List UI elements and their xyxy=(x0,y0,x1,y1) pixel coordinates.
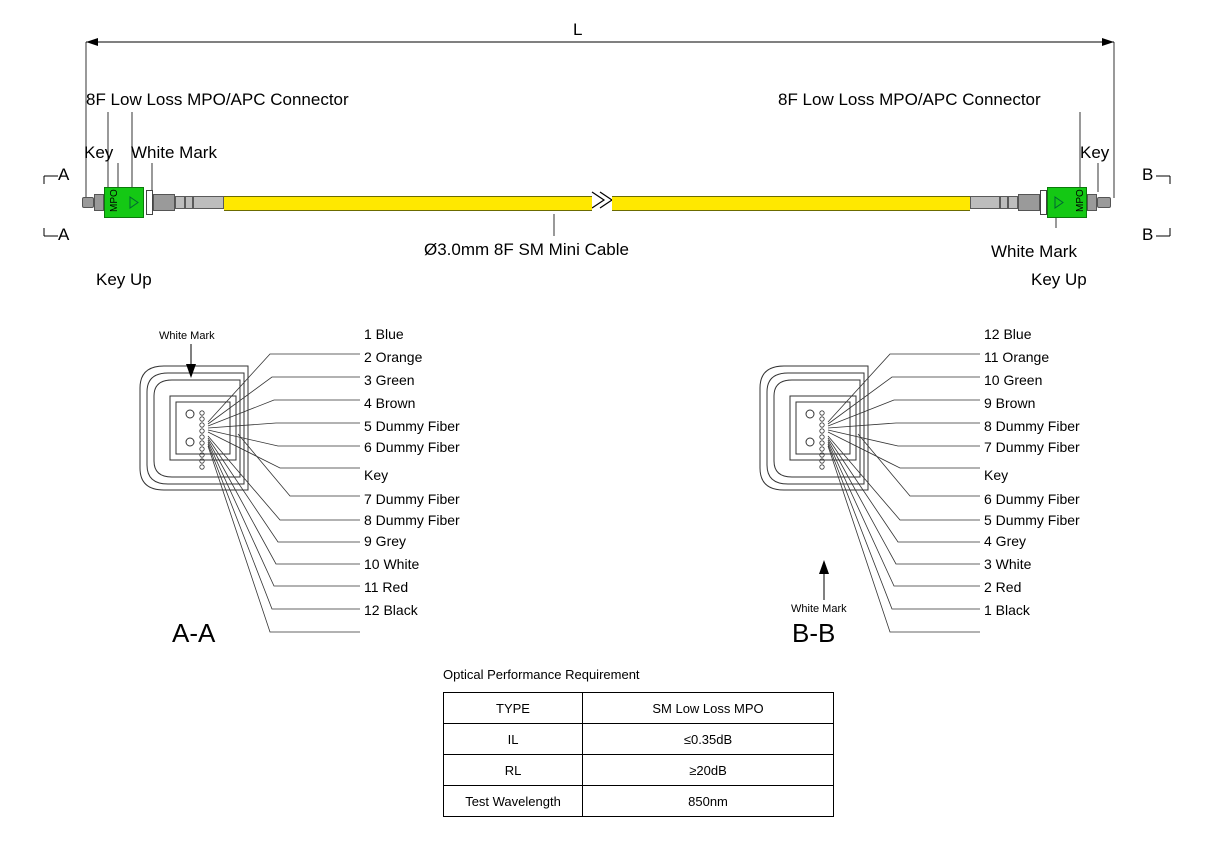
section-a-white-mark-label: White Mark xyxy=(159,330,215,342)
table-row xyxy=(444,786,834,817)
section-b-position: 6 Dummy Fiber xyxy=(984,491,1080,507)
section-marker-a-top: A xyxy=(58,165,70,184)
section-b-position: 8 Dummy Fiber xyxy=(984,418,1080,434)
table-row xyxy=(444,693,834,724)
left-key-orientation: Key Up xyxy=(96,270,152,289)
section-a-position: 10 White xyxy=(364,556,420,572)
table-cell-value: ≥20dB xyxy=(583,755,834,786)
section-b-white-mark-label: White Mark xyxy=(791,603,847,615)
overall-length-label: L xyxy=(573,20,583,39)
section-marker-b-top: B xyxy=(1142,165,1154,184)
section-b-position: 1 Black xyxy=(984,602,1030,618)
section-a-position: 12 Black xyxy=(364,602,418,618)
left-connector-label: 8F Low Loss MPO/APC Connector xyxy=(86,90,349,109)
section-b-position: 7 Dummy Fiber xyxy=(984,439,1080,455)
left-ferrule-detail xyxy=(104,187,146,219)
section-b-position: 4 Grey xyxy=(984,533,1027,549)
section-a-position: 4 Brown xyxy=(364,395,416,411)
section-marker-a-bottom: A xyxy=(58,225,70,244)
left-white-mark-label: White Mark xyxy=(131,143,217,162)
optical-table-title: Optical Performance Requirement xyxy=(443,667,640,682)
section-a-position: 8 Dummy Fiber xyxy=(364,512,460,528)
right-white-mark-label: White Mark xyxy=(991,242,1077,261)
right-connector-face-text: MPO xyxy=(1075,189,1086,212)
section-a-position: Key xyxy=(364,467,389,483)
right-key-orientation: Key Up xyxy=(1031,270,1087,289)
section-b-drawing xyxy=(740,318,1160,638)
table-cell-value: 850nm xyxy=(583,786,834,817)
table-cell-value: ≤0.35dB xyxy=(583,724,834,755)
section-b-title: B-B xyxy=(792,618,836,648)
right-connector-label: 8F Low Loss MPO/APC Connector xyxy=(778,90,1041,109)
table-cell-label: TYPE xyxy=(444,693,583,724)
section-a-position: 1 Blue xyxy=(364,326,404,342)
left-white-mark xyxy=(146,190,153,215)
section-b-position: 11 Orange xyxy=(984,349,1050,365)
right-white-mark xyxy=(1040,190,1047,215)
table-cell-value: SM Low Loss MPO xyxy=(583,693,834,724)
section-b-position: Key xyxy=(984,467,1009,483)
table-cell-label: Test Wavelength xyxy=(444,786,583,817)
cable-label: Ø3.0mm 8F SM Mini Cable xyxy=(424,240,629,259)
section-b-position: 2 Red xyxy=(984,579,1022,595)
right-key-label: Key xyxy=(1080,143,1110,162)
left-key-label: Key xyxy=(84,143,114,162)
section-a-position: 5 Dummy Fiber xyxy=(364,418,460,434)
table-cell-label: IL xyxy=(444,724,583,755)
section-a-position: 11 Red xyxy=(364,579,409,595)
section-a-position: 7 Dummy Fiber xyxy=(364,491,460,507)
section-a-drawing xyxy=(120,318,540,638)
optical-performance-table xyxy=(443,692,834,817)
section-a-position: 9 Grey xyxy=(364,533,407,549)
section-a-position: 3 Green xyxy=(364,372,415,388)
section-b-position: 3 White xyxy=(984,556,1032,572)
fiber-cable-body-right xyxy=(612,196,970,211)
section-marker-b-bottom: B xyxy=(1142,225,1154,244)
section-b-position: 5 Dummy Fiber xyxy=(984,512,1080,528)
section-a-position: 6 Dummy Fiber xyxy=(364,439,460,455)
table-row xyxy=(444,724,834,755)
section-a-position: 2 Orange xyxy=(364,349,423,365)
right-ferrule-detail xyxy=(1047,187,1089,219)
table-cell-label: RL xyxy=(444,755,583,786)
section-b-position: 9 Brown xyxy=(984,395,1036,411)
section-a-title: A-A xyxy=(172,618,216,648)
left-connector-face-text: MPO xyxy=(109,189,120,212)
fiber-cable-body xyxy=(224,196,592,211)
table-row xyxy=(444,755,834,786)
section-b-position: 10 Green xyxy=(984,372,1043,388)
section-b-position: 12 Blue xyxy=(984,326,1032,342)
